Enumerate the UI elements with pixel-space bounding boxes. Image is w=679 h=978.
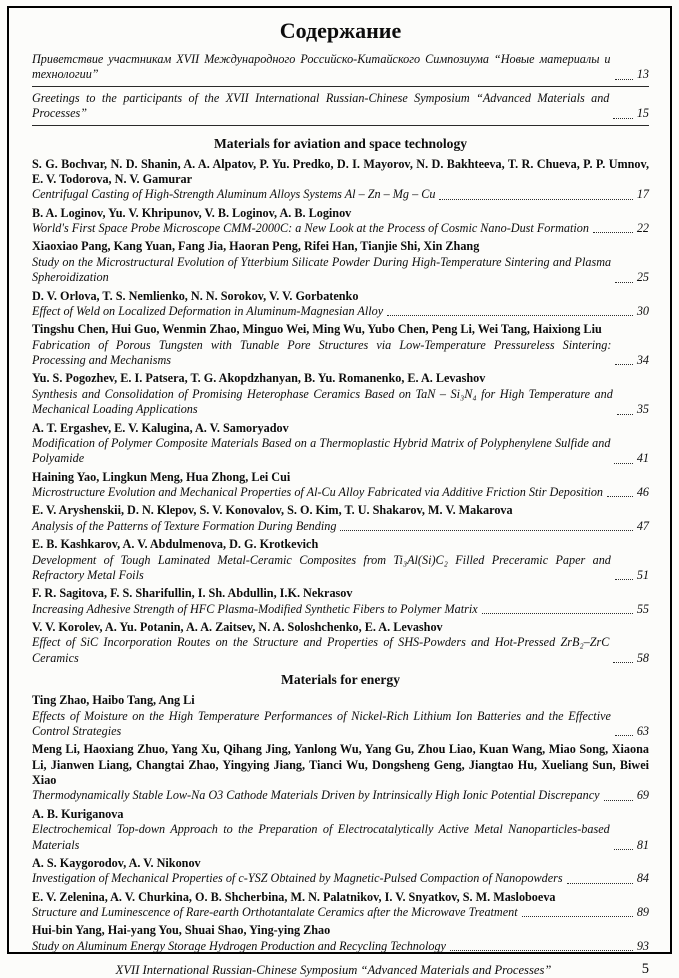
dot-leader <box>614 463 632 464</box>
entry-title: Fabrication of Porous Tungsten with Tunable Pore Structures via Low-Temperature Pressureless Sintering: Processing and Mechanisms <box>32 337 612 367</box>
toc-entry <box>32 470 649 501</box>
dot-leader <box>450 950 633 951</box>
toc-entry <box>32 239 649 285</box>
toc-entry <box>32 503 649 534</box>
toc-title-line <box>32 709 649 740</box>
entry-authors: E. B. Kashkarov, A. V. Abdulmenova, D. G. Krotkevich <box>32 537 319 552</box>
entry-page-number: 25 <box>636 270 649 285</box>
page-frame <box>7 6 672 978</box>
toc-title-line <box>32 91 649 122</box>
toc-entry <box>32 537 649 583</box>
entry-authors: A. B. Kuriganova <box>32 806 124 821</box>
toc-entry <box>32 421 649 467</box>
toc-entry <box>32 371 649 417</box>
entry-title: Study on the Microstructural Evolution of Ytterbium Silicate Powder During High-Temperature Sintering and Plasma Spheroidization <box>32 254 612 285</box>
entry-page-number: 58 <box>636 650 649 665</box>
toc-title-line <box>32 635 649 666</box>
dot-leader <box>615 79 633 80</box>
toc-title-line <box>32 939 649 954</box>
toc-title-line <box>32 485 649 500</box>
toc-title-line <box>32 52 649 83</box>
entry-title: Investigation of Mechanical Properties of c-YSZ Obtained by Magnetic-Pulsed Compaction of Nanopowders <box>32 871 563 886</box>
toc-entry <box>32 923 649 954</box>
entry-authors: Tingshu Chen, Hui Guo, Wenmin Zhao, Minguo Wei, Ming Wu, Yubo Chen, Peng Li, Wei Tang, Haixiong Liu <box>32 322 602 337</box>
dot-leader <box>607 496 633 497</box>
entry-title: Analysis of the Patterns of Texture Formation During Bending <box>32 518 337 533</box>
entry-page-number: 81 <box>636 837 649 852</box>
entry-title: Structure and Luminescence of Rare-earth Orthotantalate Ceramics after the Microwave Treatment <box>32 905 518 919</box>
entry-authors: S. G. Bochvar, N. D. Shanin, A. A. Alpatov, P. Yu. Predko, D. I. Mayorov, N. D. Bakhteeva, T. R. Chueva, P. P. Umnov, E. V. Todorova, N. V. Gamurar <box>32 156 649 186</box>
toc-title-line <box>32 519 649 534</box>
entry-authors: Haining Yao, Lingkun Meng, Hua Zhong, Lei Cui <box>32 469 291 484</box>
preamble-list <box>32 52 649 130</box>
entry-authors: Meng Li, Haoxiang Zhuo, Yang Xu, Qihang Jing, Yanlong Wu, Yang Gu, Zhou Liao, Kuan Wang, Miao Song, Xiaona Li, Jianwen Liang, Changtai Zhao, Yingying Jiang, Tianci Wu, Dongsheng Geng, Jiangtao Hu, Xueliang Sun, Biwei Xiao <box>32 742 649 787</box>
dot-leader <box>614 849 633 850</box>
entry-authors: F. R. Sagitova, F. S. Sharifullin, I. Sh. Abdullin, I.K. Nekrasov <box>32 586 353 601</box>
entry-title: Modification of Polymer Composite Materials Based on a Thermoplastic Hybrid Matrix of Polyphenylene Sulfide and Polyamide <box>32 435 611 466</box>
toc-title-line <box>32 788 649 803</box>
entry-authors: B. A. Loginov, Yu. V. Khripunov, V. B. Loginov, A. B. Loginov <box>32 205 352 220</box>
entry-page-number: 69 <box>636 788 649 803</box>
toc-entry <box>32 807 649 853</box>
entry-authors: Xiaoxiao Pang, Kang Yuan, Fang Jia, Haoran Peng, Rifei Han, Tianjie Shi, Xin Zhang <box>32 239 480 254</box>
entry-title: World's First Space Probe Microscope CMM-2000C: a New Look at the Process of Cosmic Nano-Dust Formation <box>32 221 589 235</box>
entry-title: Effects of Moisture on the High Temperature Performances of Nickel-Rich Lithium Ion Batteries and the Effective Control Strategies <box>32 708 611 738</box>
section-heading: Materials for aviation and space technology <box>213 135 468 151</box>
toc-title-line <box>32 553 649 584</box>
dot-leader <box>615 579 633 580</box>
toc-title-line <box>32 387 649 418</box>
toc-title-line <box>32 871 649 886</box>
section-heading: Materials for energy <box>280 672 401 688</box>
entry-title: Electrochemical Top-down Approach to the Preparation of Electrocatalytically Active Metal Nanoparticles-based Materials <box>32 822 610 852</box>
toc-entry <box>32 289 649 320</box>
entry-authors: Yu. S. Pogozhev, E. I. Patsera, T. G. Akopdzhanyan, B. Yu. Romanenko, E. A. Levashov <box>32 371 486 386</box>
toc-title-line <box>32 221 649 236</box>
entry-authors: A. T. Ergashev, E. V. Kalugina, A. V. Samoryadov <box>32 420 289 435</box>
entry-page-number: 93 <box>636 938 649 953</box>
entry-title: Development of Tough Laminated Metal-Ceramic Composites from Ti₃Al(Si)C₂ Filled Preceramic Paper and Refractory Metal Foils <box>32 552 611 582</box>
toc-entry <box>32 890 649 921</box>
toc-title-line <box>32 822 649 853</box>
entry-title: Thermodynamically Stable Low-Na O3 Cathode Materials Driven by Intrinsically High Ionic Potential Discrepancy <box>32 788 600 803</box>
entry-title: Microstructure Evolution and Mechanical Properties of Al-Cu Alloy Fabricated via Additive Friction Stir Deposition <box>32 485 604 499</box>
entry-title: Effect of SiC Incorporation Routes on the Structure and Properties of SHS-Powders and Hot-Pressed ZrB₂–ZrC Ceramics <box>32 635 610 665</box>
entry-authors: Hui-bin Yang, Hai-yang You, Shuai Shao, Ying-ying Zhao <box>32 923 331 938</box>
toc-entry <box>32 693 649 739</box>
entry-page-number: 47 <box>636 518 649 533</box>
dot-leader <box>615 282 633 283</box>
toc-title-line <box>32 338 649 369</box>
toc-title-line <box>32 905 649 920</box>
entry-authors: Ting Zhao, Haibo Tang, Ang Li <box>32 693 195 708</box>
entry-page-number: 84 <box>636 871 649 886</box>
preamble-entry <box>32 91 649 126</box>
toc-title-line <box>32 304 649 319</box>
dot-leader <box>482 613 633 614</box>
toc-title-line <box>32 255 649 286</box>
dot-leader <box>613 118 632 119</box>
entry-page-number: 41 <box>636 451 649 466</box>
entry-page-number: 34 <box>636 353 649 367</box>
entry-authors: E. V. Aryshenskii, D. N. Klepov, S. V. Konovalov, S. O. Kim, T. U. Shakarov, M. V. Makarova <box>32 503 513 518</box>
preamble-entry <box>32 52 649 87</box>
entry-title: Synthesis and Consolidation of Promising Heterophase Ceramics Based on TaN – Si₃N₄ for High Temperature and Mechanical Loading Applications <box>32 386 613 417</box>
entry-authors: E. V. Zelenina, A. V. Churkina, O. B. Shcherbina, M. N. Palatnikov, I. V. Snyatkov, S. M. Masloboeva <box>32 889 556 904</box>
dot-leader <box>387 315 633 316</box>
toc-entry <box>32 620 649 666</box>
dot-leader <box>604 800 633 801</box>
entry-title: Effect of Weld on Localized Deformation in Aluminum-Magnesian Alloy <box>32 303 384 318</box>
dot-leader <box>593 232 633 233</box>
dot-leader <box>439 199 632 200</box>
entry-page-number: 15 <box>636 106 649 121</box>
dot-leader <box>567 883 633 884</box>
page-footer <box>32 957 649 978</box>
page-title: Содержание <box>279 18 402 43</box>
entry-page-number: 63 <box>636 723 649 738</box>
toc-sections <box>32 130 649 958</box>
dot-leader <box>615 735 633 736</box>
entry-authors: A. S. Kaygorodov, A. V. Nikonov <box>32 855 201 870</box>
entry-title: Study on Aluminum Energy Storage Hydrogen Production and Recycling Technology <box>32 938 446 953</box>
entry-authors: V. V. Korolev, A. Yu. Potanin, A. A. Zaitsev, N. A. Soloshchenko, E. A. Levashov <box>32 620 443 634</box>
footer-text: XVII International Russian-Chinese Symposium “Advanced Materials and Processes” <box>115 963 552 978</box>
entry-page-number: 46 <box>636 485 649 499</box>
toc-title-line <box>32 187 649 202</box>
dot-leader <box>340 530 632 531</box>
dot-leader <box>613 662 632 663</box>
entry-title: Приветствие участникам XVII Международного Российско-Китайского Симпозиума “Новые материалы и технологии” <box>32 52 611 82</box>
entry-page-number: 89 <box>636 905 649 919</box>
footer-page-number: 5 <box>641 961 649 978</box>
dot-leader <box>522 916 633 917</box>
toc-entry <box>32 322 649 368</box>
entry-page-number: 55 <box>636 601 649 616</box>
toc-title-line <box>32 602 649 617</box>
entry-title: Increasing Adhesive Strength of HFC Plasma-Modified Synthetic Fibers to Polymer Matrix <box>32 601 478 616</box>
entry-page-number: 35 <box>636 402 649 417</box>
toc-entry <box>32 206 649 237</box>
toc-entry <box>32 742 649 804</box>
dot-leader <box>615 364 632 365</box>
entry-page-number: 51 <box>636 567 649 582</box>
toc-entry <box>32 856 649 887</box>
dot-leader <box>617 414 633 415</box>
toc-title-line <box>32 436 649 467</box>
entry-title: Greetings to the participants of the XVII International Russian-Chinese Symposium “Advanced Materials and Processes” <box>32 90 610 121</box>
toc-entry <box>32 157 649 203</box>
entry-page-number: 17 <box>636 187 649 202</box>
entry-page-number: 22 <box>636 221 649 235</box>
entry-title: Centrifugal Casting of High-Strength Aluminum Alloys Systems Al – Zn – Mg – Cu <box>32 187 436 202</box>
entry-authors: D. V. Orlova, T. S. Nemlienko, N. N. Sorokov, V. V. Gorbatenko <box>32 288 359 303</box>
entry-page-number: 13 <box>636 67 649 82</box>
entry-page-number: 30 <box>636 303 649 318</box>
toc-entry <box>32 586 649 617</box>
